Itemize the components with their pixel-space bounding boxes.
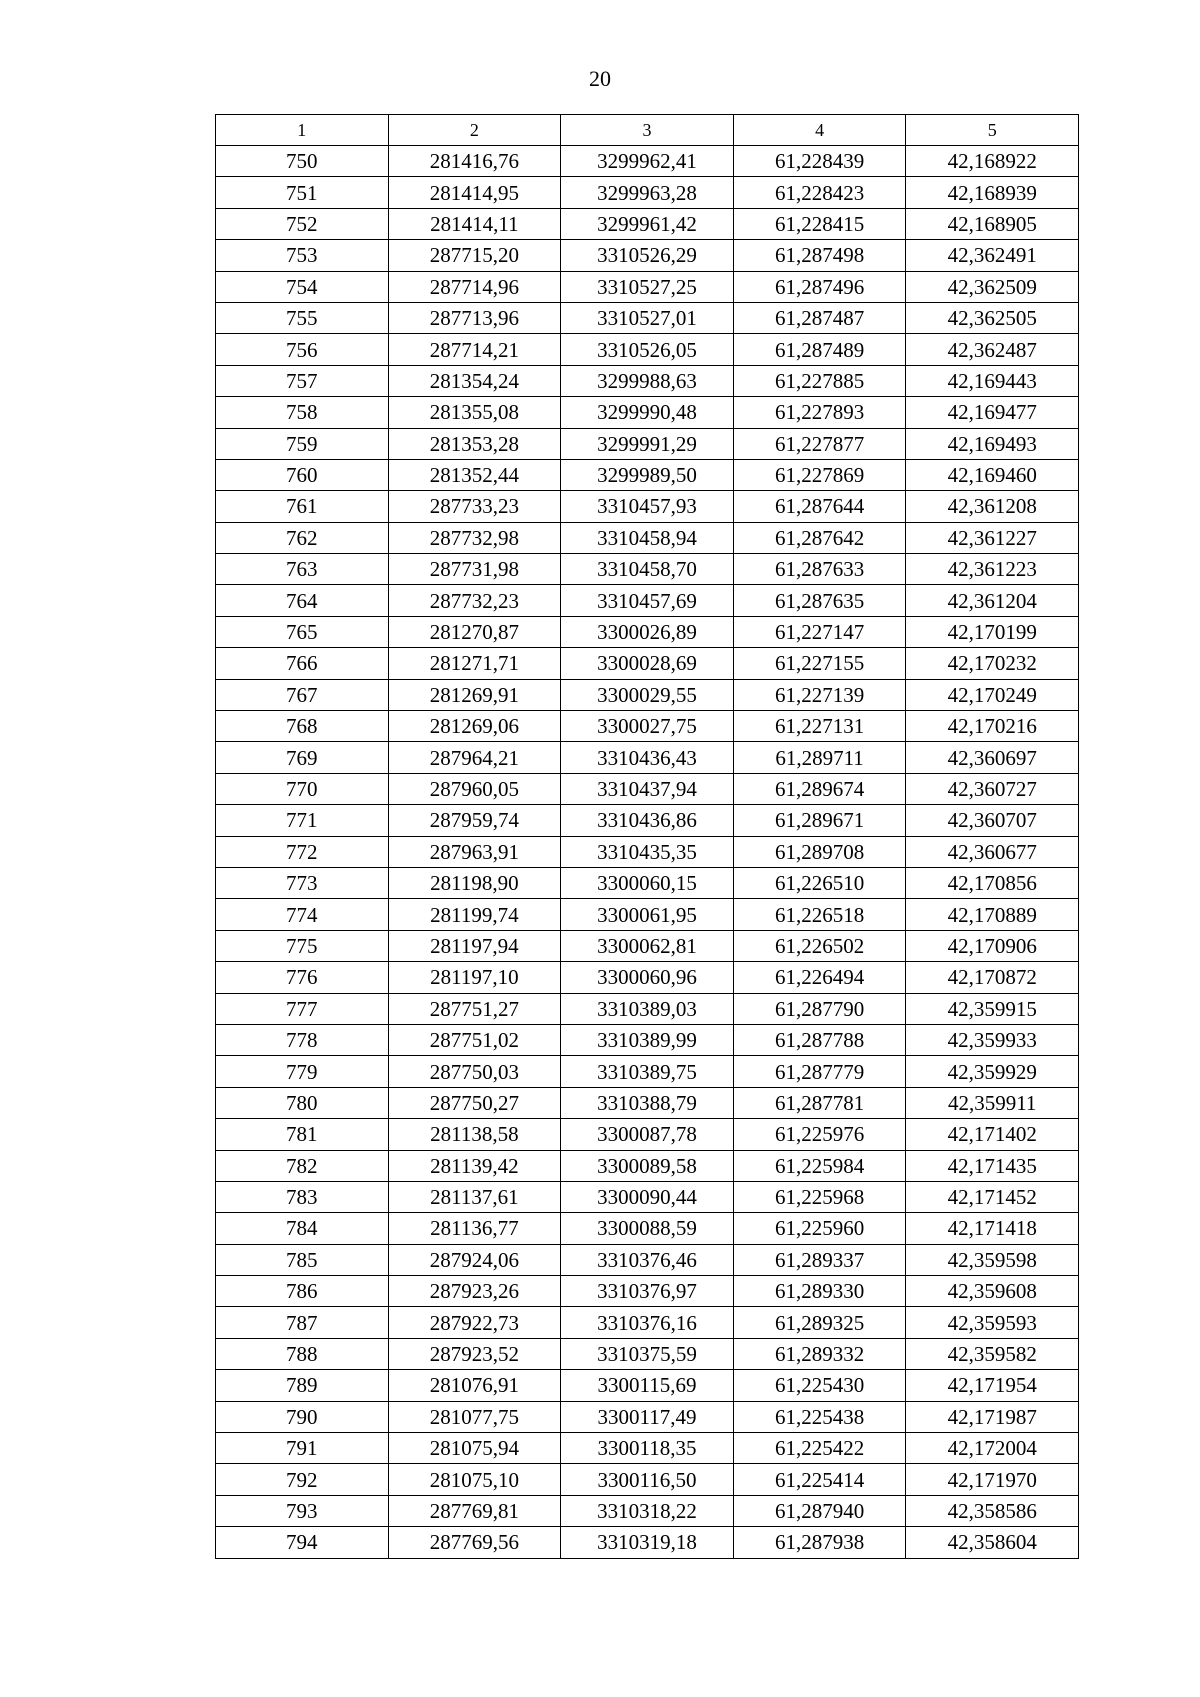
x-coordinate-cell: 281414,95: [388, 177, 561, 208]
y-coordinate-cell: 3300060,15: [561, 867, 734, 898]
table-row: [216, 867, 1079, 898]
y-coordinate-cell: 3300062,81: [561, 930, 734, 961]
point-number-cell: 758: [216, 397, 389, 428]
x-coordinate-cell: 287960,05: [388, 773, 561, 804]
point-number-cell: 782: [216, 1150, 389, 1181]
table-row: [216, 1370, 1079, 1401]
x-coordinate-cell: 287731,98: [388, 554, 561, 585]
x-coordinate-cell: 281197,10: [388, 962, 561, 993]
latitude-cell: 61,287790: [733, 993, 906, 1024]
y-coordinate-cell: 3310527,25: [561, 271, 734, 302]
table-row: [216, 240, 1079, 271]
table-row: [216, 1181, 1079, 1212]
table-row: [216, 459, 1079, 490]
longitude-cell: 42,168922: [906, 146, 1079, 177]
x-coordinate-cell: 287963,91: [388, 836, 561, 867]
latitude-cell: 61,287633: [733, 554, 906, 585]
latitude-cell: 61,289708: [733, 836, 906, 867]
point-number-cell: 760: [216, 459, 389, 490]
y-coordinate-cell: 3310376,46: [561, 1244, 734, 1275]
x-coordinate-cell: 281416,76: [388, 146, 561, 177]
y-coordinate-cell: 3310375,59: [561, 1338, 734, 1369]
longitude-cell: 42,169477: [906, 397, 1079, 428]
y-coordinate-cell: 3310389,99: [561, 1024, 734, 1055]
y-coordinate-cell: 3310526,29: [561, 240, 734, 271]
latitude-cell: 61,287940: [733, 1495, 906, 1526]
x-coordinate-cell: 287751,02: [388, 1024, 561, 1055]
longitude-cell: 42,171987: [906, 1401, 1079, 1432]
longitude-cell: 42,171402: [906, 1119, 1079, 1150]
point-number-cell: 750: [216, 146, 389, 177]
latitude-cell: 61,226510: [733, 867, 906, 898]
table-row: [216, 899, 1079, 930]
latitude-cell: 61,226502: [733, 930, 906, 961]
x-coordinate-cell: 287714,96: [388, 271, 561, 302]
latitude-cell: 61,287781: [733, 1087, 906, 1118]
x-coordinate-cell: 281076,91: [388, 1370, 561, 1401]
point-number-cell: 784: [216, 1213, 389, 1244]
point-number-cell: 755: [216, 302, 389, 333]
longitude-cell: 42,169460: [906, 459, 1079, 490]
longitude-cell: 42,359911: [906, 1087, 1079, 1118]
table-row: [216, 648, 1079, 679]
table-row: [216, 1401, 1079, 1432]
table-row: [216, 365, 1079, 396]
x-coordinate-cell: 287750,03: [388, 1056, 561, 1087]
latitude-cell: 61,226518: [733, 899, 906, 930]
y-coordinate-cell: 3299962,41: [561, 146, 734, 177]
x-coordinate-cell: 287923,26: [388, 1276, 561, 1307]
longitude-cell: 42,361223: [906, 554, 1079, 585]
point-number-cell: 786: [216, 1276, 389, 1307]
longitude-cell: 42,170199: [906, 616, 1079, 647]
table-header: [216, 115, 1079, 146]
longitude-cell: 42,359608: [906, 1276, 1079, 1307]
point-number-cell: 793: [216, 1495, 389, 1526]
y-coordinate-cell: 3300089,58: [561, 1150, 734, 1181]
table-row: [216, 397, 1079, 428]
longitude-cell: 42,360707: [906, 805, 1079, 836]
longitude-cell: 42,359598: [906, 1244, 1079, 1275]
longitude-cell: 42,170906: [906, 930, 1079, 961]
table-row: [216, 1150, 1079, 1181]
table-row: [216, 1527, 1079, 1558]
y-coordinate-cell: 3310457,93: [561, 491, 734, 522]
y-coordinate-cell: 3299991,29: [561, 428, 734, 459]
x-coordinate-cell: 281352,44: [388, 459, 561, 490]
point-number-cell: 775: [216, 930, 389, 961]
longitude-cell: 42,362509: [906, 271, 1079, 302]
header-row: [216, 115, 1079, 146]
latitude-cell: 61,289674: [733, 773, 906, 804]
x-coordinate-cell: 287922,73: [388, 1307, 561, 1338]
x-coordinate-cell: 281271,71: [388, 648, 561, 679]
longitude-cell: 42,171418: [906, 1213, 1079, 1244]
longitude-cell: 42,362487: [906, 334, 1079, 365]
longitude-cell: 42,359582: [906, 1338, 1079, 1369]
latitude-cell: 61,227893: [733, 397, 906, 428]
x-coordinate-cell: 287964,21: [388, 742, 561, 773]
point-number-cell: 768: [216, 711, 389, 742]
point-number-cell: 790: [216, 1401, 389, 1432]
point-number-cell: 772: [216, 836, 389, 867]
latitude-cell: 61,228415: [733, 208, 906, 239]
y-coordinate-cell: 3300118,35: [561, 1433, 734, 1464]
point-number-cell: 751: [216, 177, 389, 208]
table-row: [216, 711, 1079, 742]
y-coordinate-cell: 3299961,42: [561, 208, 734, 239]
longitude-cell: 42,359933: [906, 1024, 1079, 1055]
latitude-cell: 61,225422: [733, 1433, 906, 1464]
latitude-cell: 61,287487: [733, 302, 906, 333]
table-row: [216, 177, 1079, 208]
table-row: [216, 1276, 1079, 1307]
point-number-cell: 781: [216, 1119, 389, 1150]
y-coordinate-cell: 3300028,69: [561, 648, 734, 679]
y-coordinate-cell: 3310436,86: [561, 805, 734, 836]
latitude-cell: 61,226494: [733, 962, 906, 993]
latitude-cell: 61,227869: [733, 459, 906, 490]
longitude-cell: 42,168939: [906, 177, 1079, 208]
x-coordinate-cell: 287733,23: [388, 491, 561, 522]
table-row: [216, 1495, 1079, 1526]
y-coordinate-cell: 3300088,59: [561, 1213, 734, 1244]
table-row: [216, 491, 1079, 522]
y-coordinate-cell: 3299963,28: [561, 177, 734, 208]
latitude-cell: 61,287635: [733, 585, 906, 616]
table-row: [216, 1056, 1079, 1087]
y-coordinate-cell: 3310318,22: [561, 1495, 734, 1526]
table-row: [216, 773, 1079, 804]
longitude-cell: 42,359593: [906, 1307, 1079, 1338]
latitude-cell: 61,225960: [733, 1213, 906, 1244]
longitude-cell: 42,170249: [906, 679, 1079, 710]
table-row: [216, 522, 1079, 553]
longitude-cell: 42,170889: [906, 899, 1079, 930]
table-row: [216, 1307, 1079, 1338]
longitude-cell: 42,168905: [906, 208, 1079, 239]
coordinates-table: [215, 114, 1079, 1559]
latitude-cell: 61,287496: [733, 271, 906, 302]
x-coordinate-cell: 287750,27: [388, 1087, 561, 1118]
y-coordinate-cell: 3310437,94: [561, 773, 734, 804]
longitude-cell: 42,171954: [906, 1370, 1079, 1401]
y-coordinate-cell: 3310376,97: [561, 1276, 734, 1307]
table-row: [216, 302, 1079, 333]
y-coordinate-cell: 3310458,70: [561, 554, 734, 585]
x-coordinate-cell: 281270,87: [388, 616, 561, 647]
longitude-cell: 42,360697: [906, 742, 1079, 773]
latitude-cell: 61,225968: [733, 1181, 906, 1212]
point-number-cell: 769: [216, 742, 389, 773]
table-row: [216, 1338, 1079, 1369]
point-number-cell: 771: [216, 805, 389, 836]
x-coordinate-cell: 281353,28: [388, 428, 561, 459]
x-coordinate-cell: 287769,56: [388, 1527, 561, 1558]
y-coordinate-cell: 3310436,43: [561, 742, 734, 773]
longitude-cell: 42,360677: [906, 836, 1079, 867]
y-coordinate-cell: 3310527,01: [561, 302, 734, 333]
page-number: 20: [589, 66, 611, 91]
y-coordinate-cell: 3310376,16: [561, 1307, 734, 1338]
table-row: [216, 208, 1079, 239]
latitude-cell: 61,228439: [733, 146, 906, 177]
point-number-cell: 776: [216, 962, 389, 993]
point-number-cell: 789: [216, 1370, 389, 1401]
point-number-cell: 765: [216, 616, 389, 647]
y-coordinate-cell: 3300087,78: [561, 1119, 734, 1150]
x-coordinate-cell: 281414,11: [388, 208, 561, 239]
x-coordinate-cell: 287959,74: [388, 805, 561, 836]
point-number-cell: 774: [216, 899, 389, 930]
x-coordinate-cell: 281075,94: [388, 1433, 561, 1464]
y-coordinate-cell: 3300027,75: [561, 711, 734, 742]
latitude-cell: 61,227147: [733, 616, 906, 647]
longitude-cell: 42,170216: [906, 711, 1079, 742]
table-row: [216, 616, 1079, 647]
point-number-cell: 777: [216, 993, 389, 1024]
x-coordinate-cell: 287924,06: [388, 1244, 561, 1275]
longitude-cell: 42,361227: [906, 522, 1079, 553]
point-number-cell: 762: [216, 522, 389, 553]
table-row: [216, 836, 1079, 867]
x-coordinate-cell: 287732,23: [388, 585, 561, 616]
y-coordinate-cell: 3300061,95: [561, 899, 734, 930]
table-row: [216, 993, 1079, 1024]
x-coordinate-cell: 281075,10: [388, 1464, 561, 1495]
point-number-cell: 754: [216, 271, 389, 302]
point-number-cell: 761: [216, 491, 389, 522]
y-coordinate-cell: 3300115,69: [561, 1370, 734, 1401]
table-row: [216, 1213, 1079, 1244]
header-col-1: 1: [216, 115, 389, 146]
table-row: [216, 1433, 1079, 1464]
x-coordinate-cell: 287923,52: [388, 1338, 561, 1369]
longitude-cell: 42,170856: [906, 867, 1079, 898]
header-col-5: 5: [906, 115, 1079, 146]
y-coordinate-cell: 3300060,96: [561, 962, 734, 993]
x-coordinate-cell: 287769,81: [388, 1495, 561, 1526]
longitude-cell: 42,360727: [906, 773, 1079, 804]
y-coordinate-cell: 3310435,35: [561, 836, 734, 867]
point-number-cell: 780: [216, 1087, 389, 1118]
point-number-cell: 764: [216, 585, 389, 616]
x-coordinate-cell: 281269,06: [388, 711, 561, 742]
point-number-cell: 779: [216, 1056, 389, 1087]
x-coordinate-cell: 281354,24: [388, 365, 561, 396]
y-coordinate-cell: 3300116,50: [561, 1464, 734, 1495]
latitude-cell: 61,228423: [733, 177, 906, 208]
latitude-cell: 61,225984: [733, 1150, 906, 1181]
longitude-cell: 42,362491: [906, 240, 1079, 271]
point-number-cell: 787: [216, 1307, 389, 1338]
x-coordinate-cell: 287732,98: [388, 522, 561, 553]
y-coordinate-cell: 3310526,05: [561, 334, 734, 365]
latitude-cell: 61,289337: [733, 1244, 906, 1275]
y-coordinate-cell: 3310389,75: [561, 1056, 734, 1087]
latitude-cell: 61,225430: [733, 1370, 906, 1401]
latitude-cell: 61,225976: [733, 1119, 906, 1150]
table-row: [216, 679, 1079, 710]
y-coordinate-cell: 3299988,63: [561, 365, 734, 396]
longitude-cell: 42,169493: [906, 428, 1079, 459]
point-number-cell: 788: [216, 1338, 389, 1369]
y-coordinate-cell: 3310458,94: [561, 522, 734, 553]
longitude-cell: 42,359929: [906, 1056, 1079, 1087]
y-coordinate-cell: 3310388,79: [561, 1087, 734, 1118]
y-coordinate-cell: 3310457,69: [561, 585, 734, 616]
latitude-cell: 61,227139: [733, 679, 906, 710]
point-number-cell: 778: [216, 1024, 389, 1055]
x-coordinate-cell: 281136,77: [388, 1213, 561, 1244]
table-row: [216, 805, 1079, 836]
table-row: [216, 1119, 1079, 1150]
latitude-cell: 61,227877: [733, 428, 906, 459]
header-col-3: 3: [561, 115, 734, 146]
point-number-cell: 785: [216, 1244, 389, 1275]
table-row: [216, 1464, 1079, 1495]
point-number-cell: 759: [216, 428, 389, 459]
x-coordinate-cell: 287713,96: [388, 302, 561, 333]
x-coordinate-cell: 281269,91: [388, 679, 561, 710]
point-number-cell: 770: [216, 773, 389, 804]
y-coordinate-cell: 3299989,50: [561, 459, 734, 490]
table-row: [216, 271, 1079, 302]
longitude-cell: 42,171452: [906, 1181, 1079, 1212]
y-coordinate-cell: 3310389,03: [561, 993, 734, 1024]
table-row: [216, 742, 1079, 773]
x-coordinate-cell: 287751,27: [388, 993, 561, 1024]
x-coordinate-cell: 281137,61: [388, 1181, 561, 1212]
point-number-cell: 766: [216, 648, 389, 679]
x-coordinate-cell: 281138,58: [388, 1119, 561, 1150]
latitude-cell: 61,287644: [733, 491, 906, 522]
header-col-4: 4: [733, 115, 906, 146]
latitude-cell: 61,289330: [733, 1276, 906, 1307]
x-coordinate-cell: 281077,75: [388, 1401, 561, 1432]
latitude-cell: 61,289711: [733, 742, 906, 773]
table-row: [216, 585, 1079, 616]
longitude-cell: 42,358586: [906, 1495, 1079, 1526]
x-coordinate-cell: 281199,74: [388, 899, 561, 930]
point-number-cell: 791: [216, 1433, 389, 1464]
longitude-cell: 42,172004: [906, 1433, 1079, 1464]
point-number-cell: 753: [216, 240, 389, 271]
y-coordinate-cell: 3300117,49: [561, 1401, 734, 1432]
longitude-cell: 42,170872: [906, 962, 1079, 993]
y-coordinate-cell: 3299990,48: [561, 397, 734, 428]
longitude-cell: 42,361204: [906, 585, 1079, 616]
header-col-2: 2: [388, 115, 561, 146]
longitude-cell: 42,171435: [906, 1150, 1079, 1181]
latitude-cell: 61,225438: [733, 1401, 906, 1432]
latitude-cell: 61,225414: [733, 1464, 906, 1495]
table-row: [216, 334, 1079, 365]
point-number-cell: 783: [216, 1181, 389, 1212]
point-number-cell: 757: [216, 365, 389, 396]
table-row: [216, 428, 1079, 459]
table-row: [216, 962, 1079, 993]
latitude-cell: 61,287498: [733, 240, 906, 271]
latitude-cell: 61,287489: [733, 334, 906, 365]
longitude-cell: 42,361208: [906, 491, 1079, 522]
point-number-cell: 794: [216, 1527, 389, 1558]
latitude-cell: 61,287788: [733, 1024, 906, 1055]
latitude-cell: 61,289332: [733, 1338, 906, 1369]
x-coordinate-cell: 281198,90: [388, 867, 561, 898]
longitude-cell: 42,359915: [906, 993, 1079, 1024]
latitude-cell: 61,287642: [733, 522, 906, 553]
y-coordinate-cell: 3310319,18: [561, 1527, 734, 1558]
longitude-cell: 42,169443: [906, 365, 1079, 396]
y-coordinate-cell: 3300029,55: [561, 679, 734, 710]
x-coordinate-cell: 281139,42: [388, 1150, 561, 1181]
table-row: [216, 1087, 1079, 1118]
latitude-cell: 61,227131: [733, 711, 906, 742]
table-row: [216, 930, 1079, 961]
table-body: [216, 146, 1079, 1559]
latitude-cell: 61,227885: [733, 365, 906, 396]
latitude-cell: 61,287779: [733, 1056, 906, 1087]
x-coordinate-cell: 281197,94: [388, 930, 561, 961]
x-coordinate-cell: 287715,20: [388, 240, 561, 271]
longitude-cell: 42,362505: [906, 302, 1079, 333]
point-number-cell: 752: [216, 208, 389, 239]
latitude-cell: 61,227155: [733, 648, 906, 679]
point-number-cell: 763: [216, 554, 389, 585]
longitude-cell: 42,358604: [906, 1527, 1079, 1558]
y-coordinate-cell: 3300090,44: [561, 1181, 734, 1212]
longitude-cell: 42,170232: [906, 648, 1079, 679]
x-coordinate-cell: 287714,21: [388, 334, 561, 365]
point-number-cell: 773: [216, 867, 389, 898]
y-coordinate-cell: 3300026,89: [561, 616, 734, 647]
latitude-cell: 61,289325: [733, 1307, 906, 1338]
point-number-cell: 767: [216, 679, 389, 710]
table-row: [216, 554, 1079, 585]
table-row: [216, 1024, 1079, 1055]
latitude-cell: 61,287938: [733, 1527, 906, 1558]
point-number-cell: 792: [216, 1464, 389, 1495]
x-coordinate-cell: 281355,08: [388, 397, 561, 428]
table-row: [216, 1244, 1079, 1275]
table-row: [216, 146, 1079, 177]
longitude-cell: 42,171970: [906, 1464, 1079, 1495]
latitude-cell: 61,289671: [733, 805, 906, 836]
point-number-cell: 756: [216, 334, 389, 365]
